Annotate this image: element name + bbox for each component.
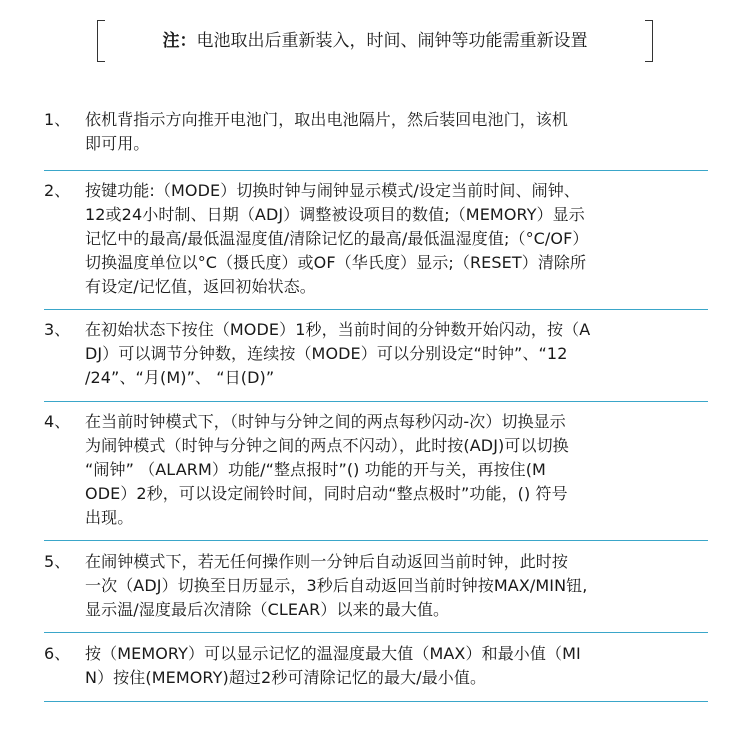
note-label: 注：	[162, 31, 197, 51]
divider	[44, 170, 708, 171]
item-number: 3、	[44, 320, 71, 339]
item-line: 即可用。	[85, 134, 150, 153]
item-line: 出现。	[85, 508, 134, 527]
list-item-1	[44, 108, 708, 156]
item-line: ODE）2秒，可以设定闹铃时间，同时启动“整点极时”功能，() 符号	[85, 484, 568, 503]
item-line: 一次（ADJ）切换至日历显示，3秒后自动返回当前时钟按MAX/MIN钮,	[85, 576, 588, 595]
divider	[44, 701, 708, 702]
list-item-3	[44, 318, 708, 390]
item-number: 5、	[44, 552, 71, 571]
item-line: 依机背指示方向推开电池门，取出电池隔片，然后装回电池门，该机	[85, 110, 569, 129]
item-line: 切换温度单位以°C（摄氏度）或OF（华氏度）显示;（RESET）清除所	[85, 253, 587, 272]
item-number: 1、	[44, 110, 71, 129]
item-number: 4、	[44, 412, 71, 431]
divider	[44, 401, 708, 402]
note-text	[97, 29, 653, 53]
instruction-list	[44, 108, 708, 702]
item-line: /24”、“月(M)”、 “日(D)”	[85, 368, 275, 387]
note-body: 电池取出后重新装入，时间、闹钟等功能需重新设置	[196, 31, 588, 51]
item-line: 12或24小时制、日期（ADJ）调整被设项目的数值;（MEMORY）显示	[85, 205, 585, 224]
list-item-6	[44, 642, 708, 690]
item-number: 6、	[44, 644, 71, 663]
item-line: 按（MEMORY）可以显示记忆的温湿度最大值（MAX）和最小值（MI	[85, 644, 581, 663]
item-line: 在初始状态下按住（MODE）1秒，当前时间的分钟数开始闪动，按（A	[85, 320, 591, 339]
item-line: 记忆中的最高/最低温湿度值/清除记忆的最高/最低温湿度值;（°C/OF）	[85, 229, 589, 248]
item-line: 按键功能:（MODE）切换时钟与闹钟显示模式/设定当前时间、闹钟、	[85, 181, 580, 200]
item-line: 在闹钟模式下，若无任何操作则一分钟后自动返回当前时钟，此时按	[85, 552, 569, 571]
item-line: 有设定/记忆值，返回初始状态。	[85, 277, 316, 296]
divider	[44, 632, 708, 633]
item-line: “闹钟” （ALARM）功能/“整点报时”() 功能的开与关，再按住(M	[85, 460, 546, 479]
list-item-2	[44, 179, 708, 299]
divider	[44, 309, 708, 310]
list-item-4	[44, 410, 708, 530]
item-line: DJ）可以调节分钟数，连续按（MODE）可以分别设定“时钟”、“12	[85, 344, 568, 363]
item-line: 在当前时钟模式下，（时钟与分钟之间的两点每秒闪动-次）切换显示	[85, 412, 566, 431]
divider	[44, 540, 708, 541]
item-line: 显示温/湿度最后次清除（CLEAR）以来的最大值。	[85, 600, 450, 619]
item-line: 为闹钟模式（时钟与分钟之间的两点不闪动），此时按(ADJ)可以切换	[85, 436, 569, 455]
item-line: N）按住(MEMORY)超过2秒可清除记忆的最大/最小值。	[85, 668, 487, 687]
note-box	[97, 20, 653, 62]
list-item-5	[44, 550, 708, 622]
item-number: 2、	[44, 181, 71, 200]
